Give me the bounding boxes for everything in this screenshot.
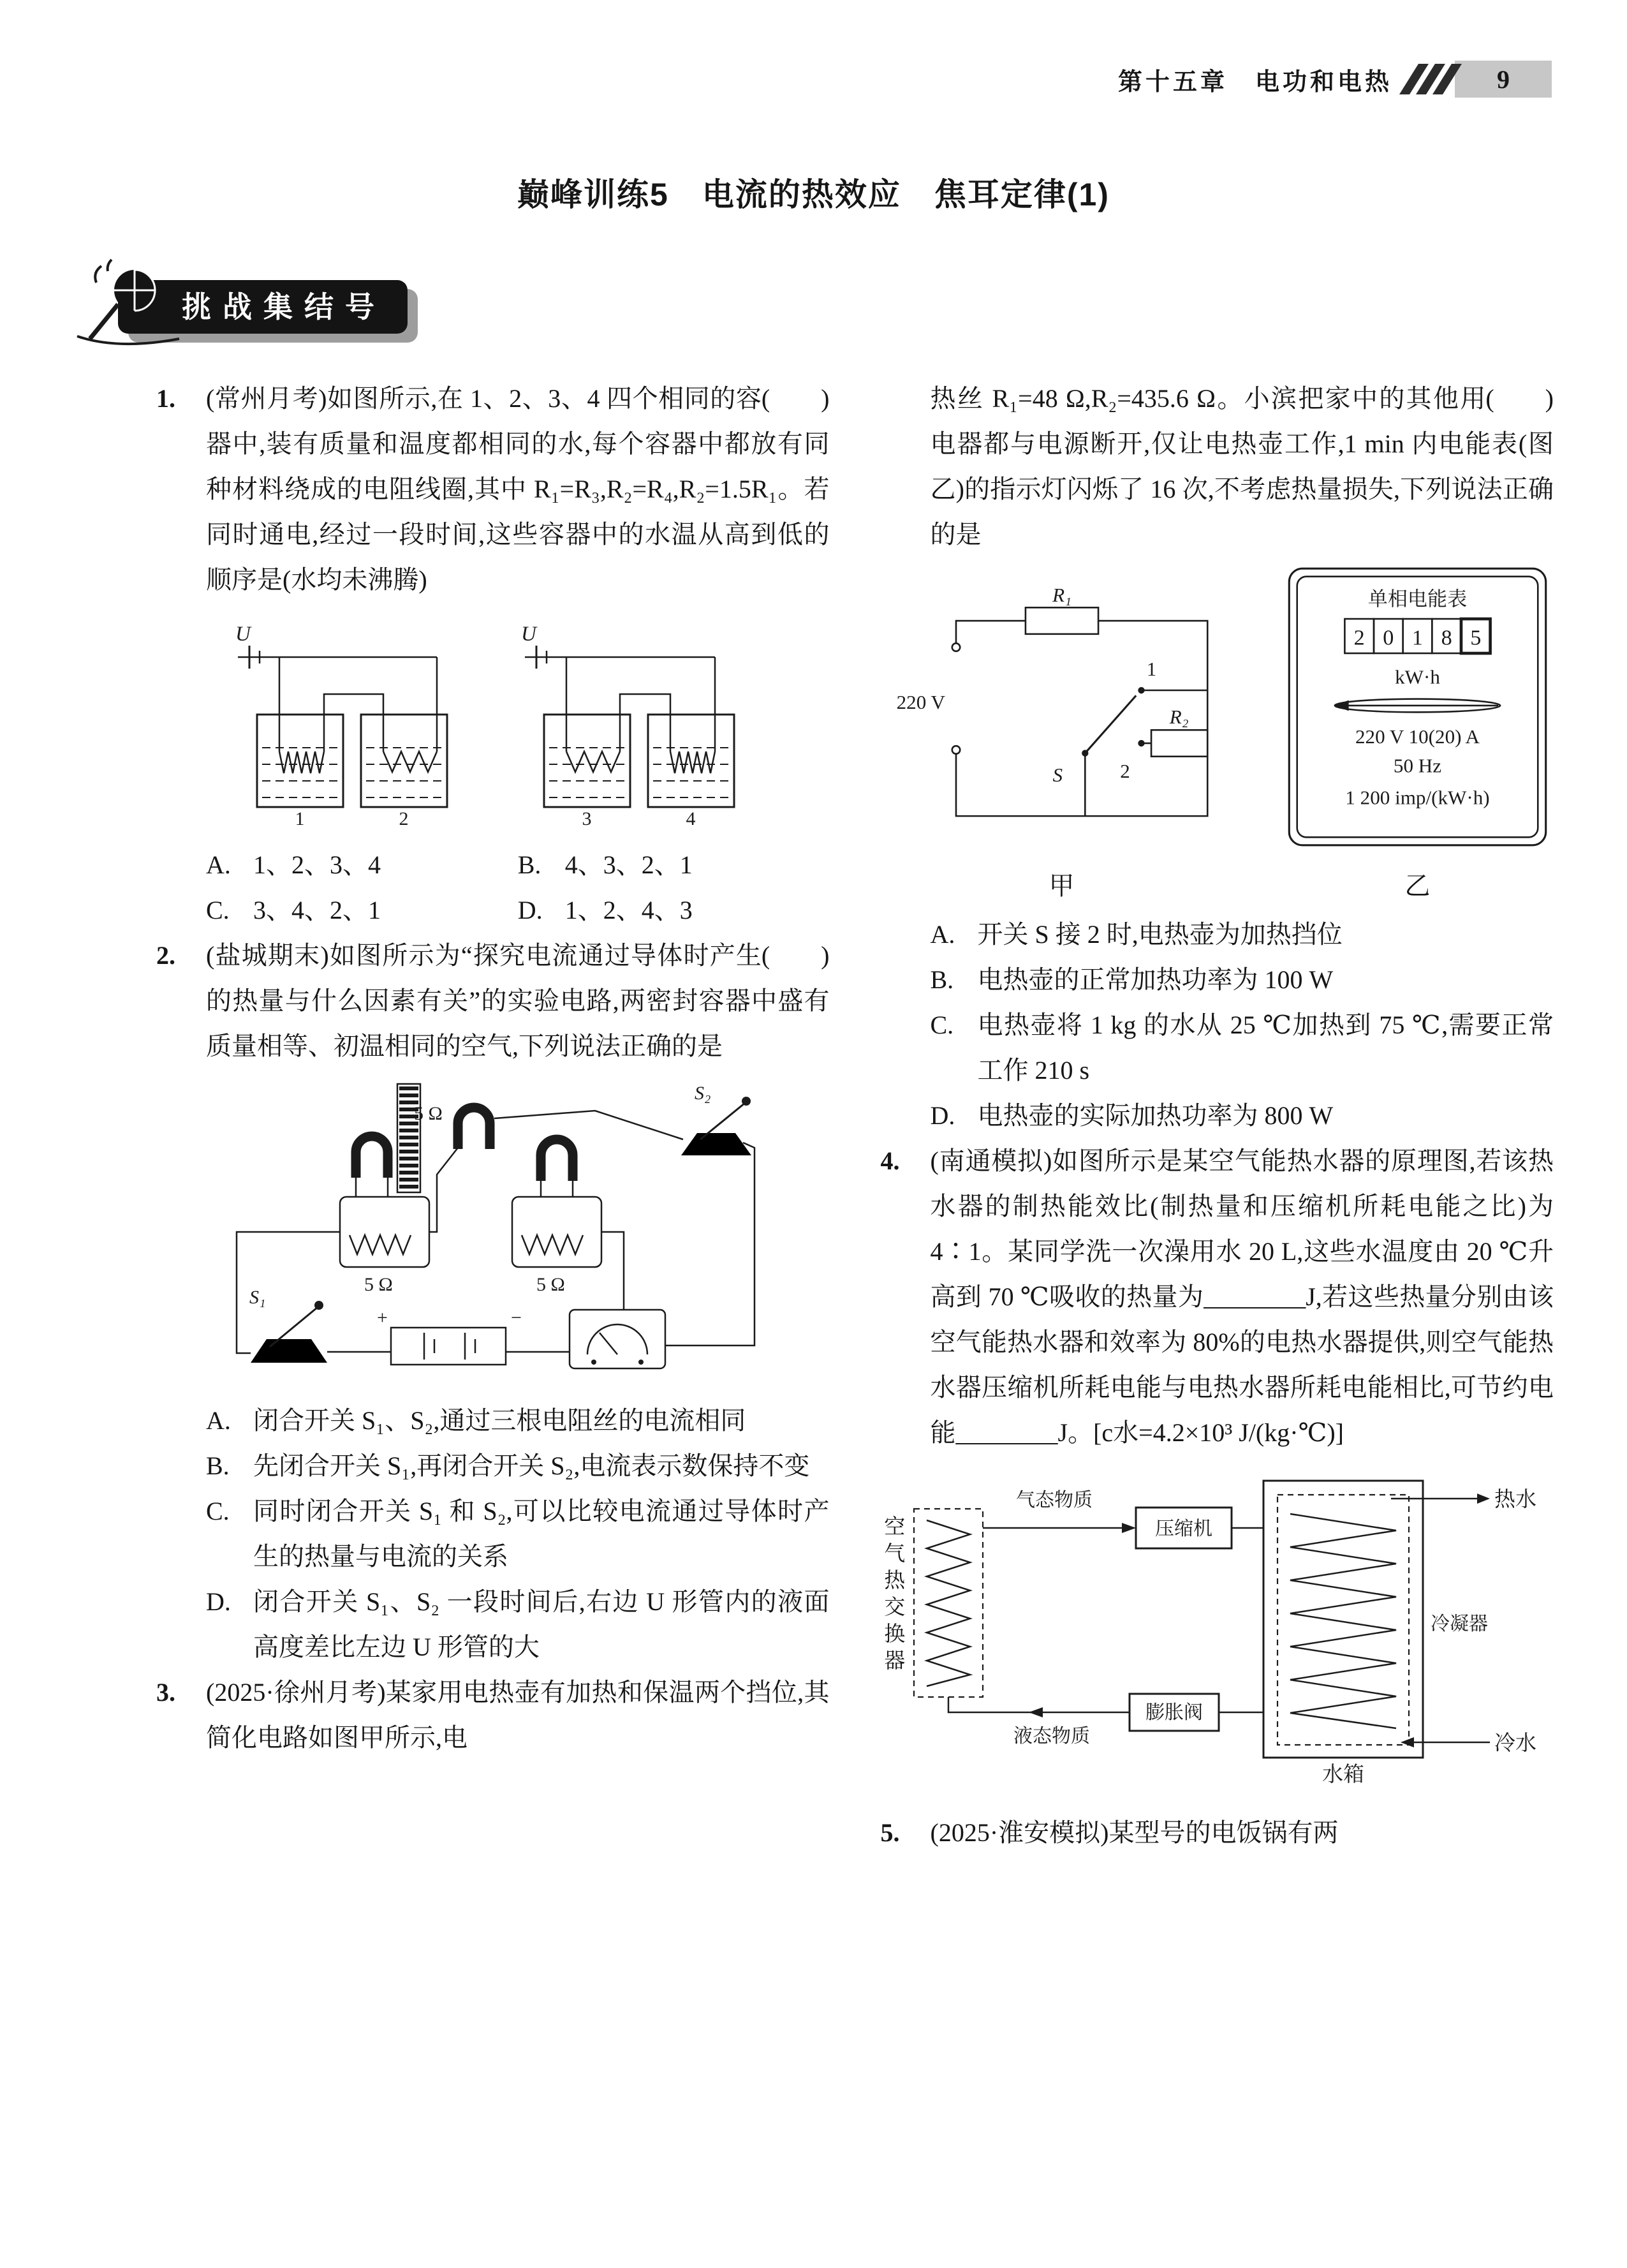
answer-bracket: ( ) <box>761 941 830 970</box>
question-3-continuation <box>881 376 1554 557</box>
q4-figure-heat-pump <box>881 1469 1554 1801</box>
disc-arrow <box>1334 700 1349 711</box>
heating-coil-3 <box>566 752 620 772</box>
resistor-r2-box <box>1151 730 1207 757</box>
question-number: 2. <box>156 941 175 970</box>
cold-water-arrow <box>1401 1737 1414 1747</box>
option-label: A. <box>930 920 955 949</box>
question-number: 3. <box>156 1678 175 1707</box>
beaker-4 <box>648 715 734 807</box>
voltage-source-label: U <box>520 623 536 646</box>
option-d <box>206 1579 830 1670</box>
figure-caption-yi: 乙 <box>1404 871 1431 900</box>
beaker-2-label: 2 <box>399 808 409 829</box>
option-label: A. <box>206 1406 231 1435</box>
option-c <box>206 887 518 933</box>
option-text: 电热壶将 1 kg 的水从 25 ℃加热到 75 ℃,需要正常工作 210 s <box>977 1011 1554 1085</box>
option-label: A. <box>206 850 231 879</box>
cold-water-label: 冷水 <box>1494 1732 1536 1755</box>
compressor-label: 压缩机 <box>1154 1518 1212 1539</box>
option-d <box>518 887 830 933</box>
q1-figure-beakers <box>212 612 774 829</box>
option-text: 闭合开关 S₁、S₂,通过三根电阻丝的电流相同 <box>253 1406 746 1435</box>
option-text: 同时闭合开关 S₁ 和 S₂,可以比较电流通过导体时产生的热量与电流的关系 <box>253 1497 830 1571</box>
question-stem: 热丝 R₁=48 Ω,R₂=435.6 Ω。小滨把家中的其他用电器都与电源断开,仅让电热壶工作,1 min 内电能表(图乙)的指示灯闪烁了 16 次,不考虑热量损失,下列说法正确的是 <box>930 384 1554 549</box>
contact-2-label: 2 <box>1119 759 1130 782</box>
right-column <box>881 376 1554 1859</box>
header-stripes-decoration <box>1409 64 1452 94</box>
q3-circuit-figure <box>890 584 1234 903</box>
page-number: 9 <box>1497 64 1510 94</box>
u-tube-right <box>541 1139 573 1181</box>
expansion-valve-label: 膨胀阀 <box>1145 1702 1203 1723</box>
condenser-label: 冷凝器 <box>1430 1613 1488 1634</box>
question-4 <box>881 1138 1554 1455</box>
question-stem: (南通模拟)如图所示是某空气能热水器的原理图,若该热水器的制热能效比(制热量和压缩机所耗电能之比)为 4∶1。某同学洗一次澡用水 20 L,这些水温度由 20 ℃升高到 70 ℃吸收的热量为________J,若这些热量分别由该空气能热水器和效率为 80%的电热水器提供,则空气能热水器压缩机所耗电能与电热水器所耗电能相比,可节约电能________J。[c水=4.2×10³ J/(kg·℃)] <box>930 1146 1554 1447</box>
sealed-container-right <box>512 1197 601 1267</box>
resistor-r2-label: R₂ <box>1169 705 1189 728</box>
beaker-2 <box>361 715 447 807</box>
question-stem: (2025·徐州月考)某家用电热壶有加热和保温两个挡位,其简化电路如图甲所示,电 <box>206 1678 830 1752</box>
terminal <box>952 746 959 753</box>
question-number: 1. <box>156 384 175 413</box>
exchanger-coil <box>927 1520 970 1686</box>
beaker-3 <box>544 715 630 807</box>
question-1 <box>156 376 830 602</box>
page-number-box <box>1455 61 1552 98</box>
question-stem: (盐城期末)如图所示为“探究电流通过导体时产生的热量与什么因素有关”的实验电路,两密封容器中盛有质量相等、初温相同的空气,下列说法正确的是 <box>206 941 830 1060</box>
challenge-badge-wrap <box>118 284 408 326</box>
option-label: B. <box>517 850 541 879</box>
u-tube-left <box>356 1136 388 1178</box>
chapter-title: 第十五章 电功和电热 <box>1117 68 1392 96</box>
q1-options <box>156 842 830 933</box>
option-label: C. <box>930 1011 954 1039</box>
q2-figure-experiment <box>212 1079 774 1385</box>
terminal <box>952 643 959 651</box>
q3-energy-meter-figure <box>1285 565 1550 903</box>
option-a <box>206 1398 830 1443</box>
contact-1-label: 1 <box>1146 658 1156 681</box>
meter-digit: 0 <box>1383 626 1394 650</box>
coil-top-label: 5 Ω <box>413 1103 443 1124</box>
meter-digit: 1 <box>1411 626 1424 650</box>
coil-left-label: 5 Ω <box>364 1274 393 1295</box>
option-c <box>206 1488 830 1579</box>
liquid-flow-arrow <box>1029 1707 1043 1717</box>
option-a <box>206 842 518 887</box>
option-text: 电热壶的实际加热功率为 800 W <box>977 1101 1334 1130</box>
option-label: C. <box>206 896 230 924</box>
option-label: B. <box>930 965 954 994</box>
meter-digit: 8 <box>1441 626 1452 650</box>
coil-right-label: 5 Ω <box>536 1274 565 1295</box>
question-3-start <box>156 1670 830 1760</box>
water-tank-label: 水箱 <box>1321 1763 1364 1786</box>
option-label: D. <box>206 1587 231 1616</box>
option-text: 1、2、3、4 <box>253 850 381 879</box>
option-text: 电热壶的正常加热功率为 100 W <box>977 965 1334 994</box>
q2-options <box>156 1398 830 1670</box>
answer-bracket: ( ) <box>761 384 830 413</box>
figure-caption-jia: 甲 <box>1049 871 1075 900</box>
sealed-container-left <box>340 1197 429 1267</box>
worksheet-title: 巅峰训练5 电流的热效应 焦耳定律(1) <box>517 177 1110 212</box>
heating-coil-4 <box>670 752 715 773</box>
option-text: 4、3、2、1 <box>564 850 693 879</box>
option-c <box>931 1002 1554 1093</box>
option-text: 3、4、2、1 <box>253 896 381 924</box>
option-text: 开关 S 接 2 时,电热壶为加热挡位 <box>977 920 1343 949</box>
switch-s2-label: S₂ <box>694 1083 711 1104</box>
supply-voltage-label: 220 V <box>896 691 945 714</box>
meter-title: 单相电能表 <box>1367 588 1468 611</box>
question-2 <box>156 933 830 1069</box>
air-heat-exchanger-box <box>914 1509 983 1697</box>
beaker-3-label: 3 <box>582 808 592 829</box>
option-b <box>206 1443 830 1488</box>
question-5-start <box>881 1810 1554 1855</box>
resistance-wire-right <box>522 1235 583 1254</box>
question-stem: (常州月考)如图所示,在 1、2、3、4 四个相同的容器中,装有质量和温度都相同的水,每个容器中都放有同种材料绕成的电阻线圈,其中 R₁=R₃,R₂=R₄,R₂=1.5R₁。若同时通电,经过一段时间,这些容器中的水温从高到低的顺序是(水均未沸腾) <box>206 384 830 594</box>
switch-s2-base <box>681 1133 751 1155</box>
option-label: D. <box>930 1101 955 1130</box>
hot-water-arrow <box>1477 1493 1490 1504</box>
question-number: 4. <box>880 1146 900 1175</box>
option-d <box>931 1093 1554 1138</box>
battery-plus-label: + <box>376 1307 388 1328</box>
meter-frequency: 50 Hz <box>1393 754 1442 777</box>
heating-coil-2 <box>383 752 437 772</box>
option-b <box>931 957 1554 1002</box>
heating-coil-1 <box>279 752 324 773</box>
beaker-1 <box>257 715 343 807</box>
ammeter <box>570 1310 665 1368</box>
resistor-r1-label: R₁ <box>1052 584 1071 606</box>
option-text: 1、2、4、3 <box>564 896 693 924</box>
hot-water-label: 热水 <box>1494 1488 1536 1511</box>
beaker-1-label: 1 <box>295 808 305 829</box>
option-text: 先闭合开关 S₁,再闭合开关 S₂,电流表示数保持不变 <box>253 1451 810 1480</box>
left-column <box>156 376 830 1859</box>
gas-flow-arrow <box>1122 1523 1136 1533</box>
q3-options <box>881 912 1554 1138</box>
u-tube-top <box>458 1108 490 1149</box>
question-stem: (2025·淮安模拟)某型号的电饭锅有两 <box>930 1818 1339 1847</box>
air-heat-exchanger-label: 空气热交换器 <box>884 1516 906 1673</box>
option-b <box>518 842 830 887</box>
switch-s1-label: S₁ <box>249 1287 266 1308</box>
page-header <box>0 61 1627 98</box>
resistor-r1-box <box>1025 607 1098 634</box>
meter-rating: 220 V 10(20) A <box>1355 725 1480 748</box>
q3-figures <box>881 557 1554 903</box>
battery <box>391 1328 506 1365</box>
horn-icon <box>73 255 182 363</box>
voltage-source-label: U <box>235 623 251 646</box>
gas-state-label: 气态物质 <box>1015 1490 1093 1511</box>
resistance-wire-left <box>350 1235 411 1254</box>
condenser-coil <box>1290 1514 1396 1728</box>
switch-s1-base <box>251 1339 327 1363</box>
meter-digit: 5 <box>1470 626 1482 650</box>
option-text: 闭合开关 S₁、S₂ 一段时间后,右边 U 形管内的液面高度差比左边 U 形管的大 <box>253 1587 830 1661</box>
switch-s-label: S <box>1052 764 1063 787</box>
content-columns <box>0 376 1627 1859</box>
meter-digit: 2 <box>1353 626 1365 650</box>
challenge-badge: 挑战集结号 <box>118 280 408 334</box>
battery-minus-label: − <box>510 1307 522 1328</box>
meter-impulse-constant: 1 200 imp/(kW·h) <box>1345 786 1490 809</box>
answer-bracket: ( ) <box>1485 384 1554 413</box>
option-label: C. <box>206 1497 230 1525</box>
option-label: B. <box>206 1451 230 1480</box>
beaker-4-label: 4 <box>686 808 696 829</box>
option-a <box>931 912 1554 957</box>
meter-unit: kW·h <box>1395 665 1440 688</box>
question-number: 5. <box>880 1818 900 1847</box>
option-label: D. <box>517 896 543 924</box>
liquid-state-label: 液态物质 <box>1013 1726 1090 1747</box>
